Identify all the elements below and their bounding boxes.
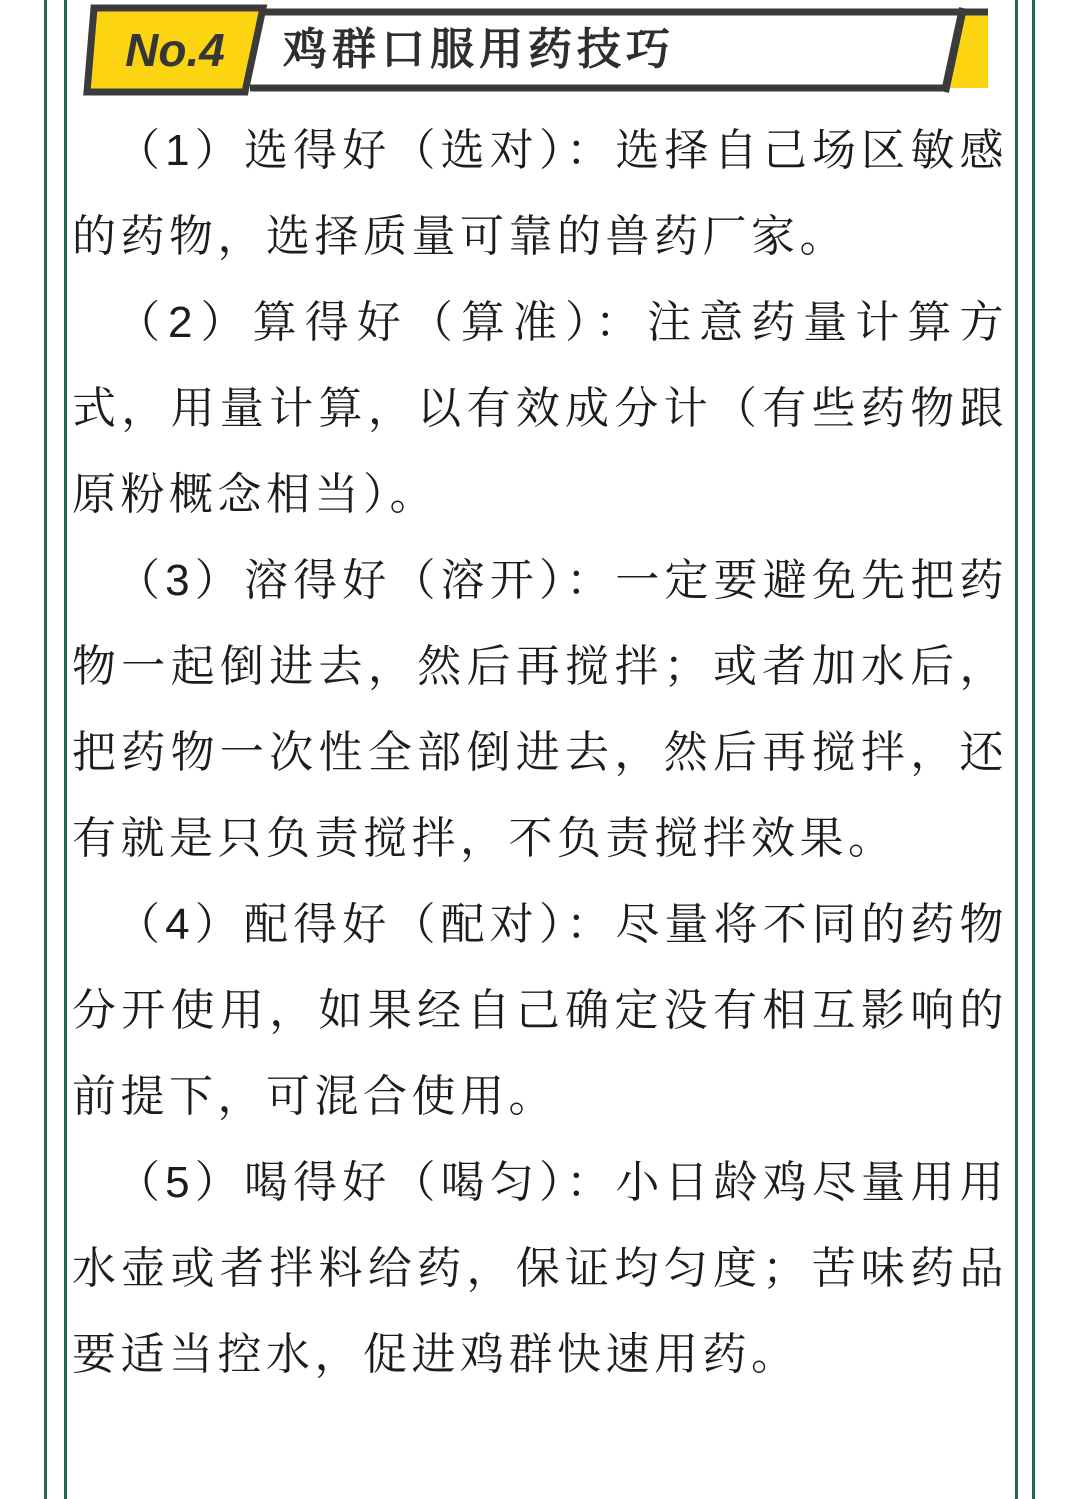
section-title: 鸡群口服用药技巧 <box>283 25 675 74</box>
article-body <box>72 108 1008 1398</box>
paragraph-3: （3）溶得好（溶开）：一定要避免先把药物一起倒进去，然后再搅拌；或者加水后，把药物一次性全部倒进去，然后再搅拌，还有就是只负责搅拌，不负责搅拌效果。 <box>72 556 1008 863</box>
frame-rule-left-inner <box>64 0 67 1499</box>
paragraph-1: （1）选得好（选对）：选择自己场区敏感的药物，选择质量可靠的兽药厂家。 <box>72 126 1008 261</box>
paragraph-5: （5）喝得好（喝匀）：小日龄鸡尽量用用水壶或者拌料给药，保证均匀度；苦味药品要适当控水，促进鸡群快速用药。 <box>72 1158 1008 1379</box>
header-banner-graphic <box>0 0 1080 100</box>
paragraph-2: （2）算得好（算准）：注意药量计算方式，用量计算，以有效成分计（有些药物跟原粉概念相当）。 <box>72 298 1008 519</box>
number-badge-label: No.4 <box>125 24 225 76</box>
section-header <box>0 0 1080 100</box>
frame-rule-right-inner <box>1015 0 1018 1499</box>
frame-rule-right-outer <box>1032 0 1035 1499</box>
frame-rule-left-outer <box>44 0 47 1499</box>
paragraph-4: （4）配得好（配对）：尽量将不同的药物分开使用，如果经自己确定没有相互影响的前提下，可混合使用。 <box>72 900 1008 1121</box>
